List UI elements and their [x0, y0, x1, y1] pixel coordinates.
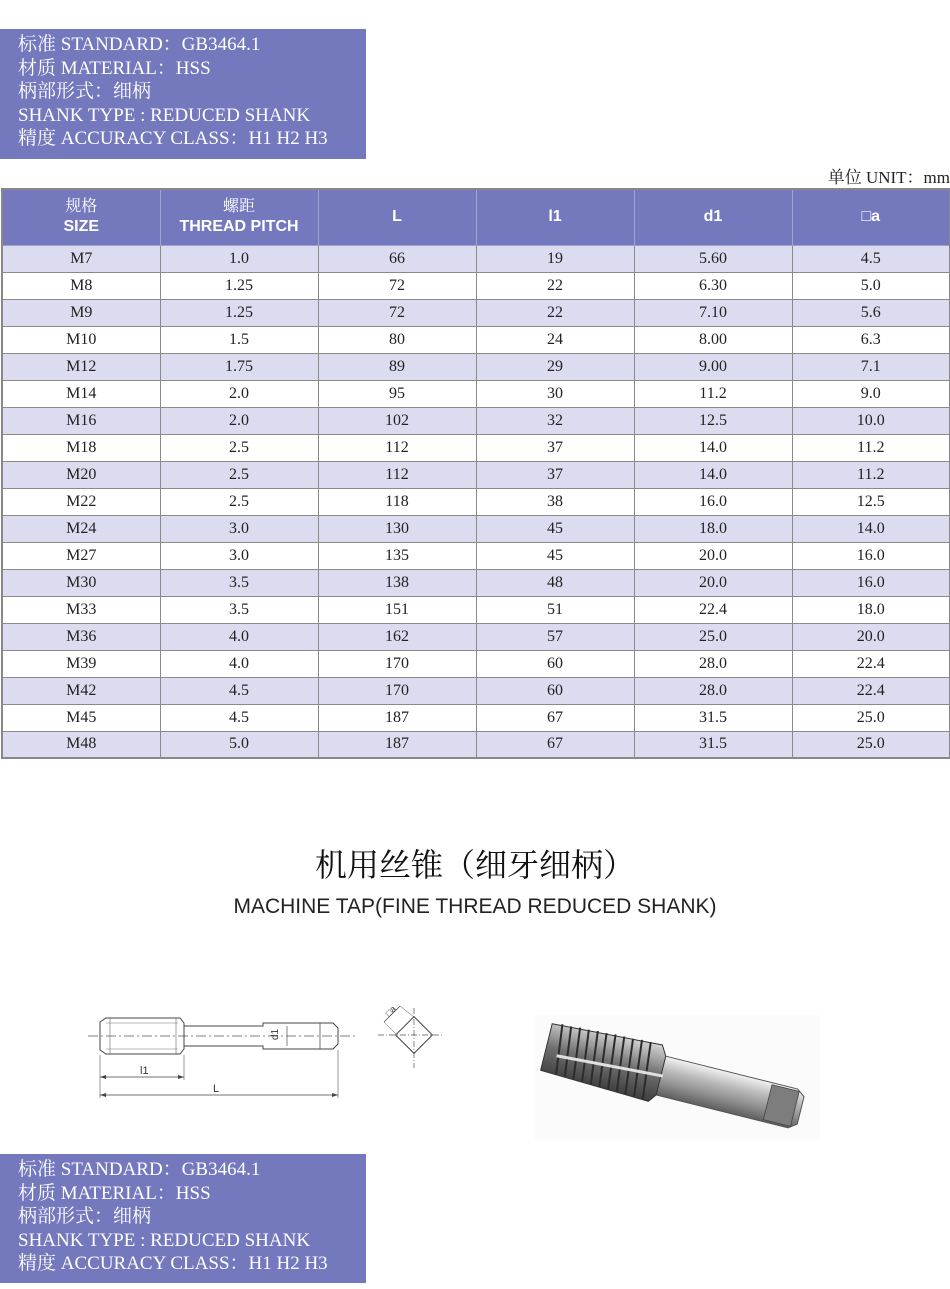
cell-size: M33 [2, 596, 160, 623]
cell-pitch: 1.25 [160, 272, 318, 299]
drawing-label-l1: l1 [140, 1065, 149, 1077]
table-row [2, 353, 950, 380]
cell-thread-length: 67 [476, 731, 634, 758]
spec-table [1, 188, 950, 759]
table-row [2, 380, 950, 407]
page-title-en: MACHINE TAP(FINE THREAD REDUCED SHANK) [233, 895, 717, 918]
spec-box-top [0, 29, 366, 159]
cell-pitch: 1.75 [160, 353, 318, 380]
header-pitch-cn: 螺距 [222, 198, 255, 216]
table-row [2, 731, 950, 758]
table-row [2, 407, 950, 434]
cell-length: 80 [318, 326, 476, 353]
cell-length: 95 [318, 380, 476, 407]
table-row [2, 434, 950, 461]
cell-shank-diameter: 14.0 [634, 461, 792, 488]
cell-square: 16.0 [792, 569, 950, 596]
cell-shank-diameter: 18.0 [634, 515, 792, 542]
cell-shank-diameter: 25.0 [634, 623, 792, 650]
table-row [2, 596, 950, 623]
cell-length: 162 [318, 623, 476, 650]
cell-thread-length: 22 [476, 299, 634, 326]
cell-pitch: 4.5 [160, 704, 318, 731]
cell-pitch: 1.5 [160, 326, 318, 353]
spec-shank-cn: 柄部形式：细柄 [18, 1206, 152, 1227]
cell-shank-diameter: 9.00 [634, 353, 792, 380]
cell-shank-diameter: 8.00 [634, 326, 792, 353]
cell-pitch: 5.0 [160, 731, 318, 758]
table-row [2, 299, 950, 326]
cell-thread-length: 29 [476, 353, 634, 380]
table-row [2, 326, 950, 353]
cell-thread-length: 38 [476, 488, 634, 515]
cell-shank-diameter: 31.5 [634, 731, 792, 758]
cell-square: 22.4 [792, 650, 950, 677]
header-length: L [318, 189, 476, 245]
cell-size: M45 [2, 704, 160, 731]
drawing-label-d1: d1 [270, 1028, 281, 1040]
cell-size: M42 [2, 677, 160, 704]
table-body [2, 245, 950, 758]
cell-thread-length: 60 [476, 677, 634, 704]
table-row [2, 650, 950, 677]
cell-size: M24 [2, 515, 160, 542]
cell-shank-diameter: 7.10 [634, 299, 792, 326]
cell-square: 20.0 [792, 623, 950, 650]
cell-shank-diameter: 31.5 [634, 704, 792, 731]
cell-size: M22 [2, 488, 160, 515]
cell-length: 170 [318, 650, 476, 677]
cell-square: 16.0 [792, 542, 950, 569]
table-header-row [2, 189, 950, 245]
cell-pitch: 1.25 [160, 299, 318, 326]
cell-square: 10.0 [792, 407, 950, 434]
cell-length: 112 [318, 461, 476, 488]
tap-product-photo [535, 1015, 820, 1140]
header-size-en: SIZE [63, 218, 100, 236]
cell-square: 5.0 [792, 272, 950, 299]
cell-shank-diameter: 28.0 [634, 650, 792, 677]
cell-thread-length: 37 [476, 461, 634, 488]
table-row [2, 677, 950, 704]
cell-pitch: 4.0 [160, 623, 318, 650]
cell-shank-diameter: 20.0 [634, 542, 792, 569]
drawing-label-square: □a [383, 1003, 398, 1019]
cell-thread-length: 45 [476, 515, 634, 542]
page-title-cn: 机用丝锥（细牙细柄） [314, 846, 635, 884]
spec-accuracy: 精度 ACCURACY CLASS：H1 H2 H3 [18, 1253, 328, 1274]
cell-square: 4.5 [792, 245, 950, 272]
cell-pitch: 4.5 [160, 677, 318, 704]
table-row [2, 488, 950, 515]
cell-length: 187 [318, 704, 476, 731]
table-row [2, 569, 950, 596]
cell-shank-diameter: 22.4 [634, 596, 792, 623]
spec-accuracy: 精度 ACCURACY CLASS：H1 H2 H3 [18, 128, 328, 149]
cell-thread-length: 60 [476, 650, 634, 677]
cell-pitch: 2.5 [160, 461, 318, 488]
spec-material: 材质 MATERIAL：HSS [18, 57, 211, 79]
cell-pitch: 1.0 [160, 245, 318, 272]
cell-size: M18 [2, 434, 160, 461]
header-shank-diameter: d1 [634, 189, 792, 245]
spec-shank-cn: 柄部形式：细柄 [18, 81, 152, 102]
table-row [2, 542, 950, 569]
cell-shank-diameter: 5.60 [634, 245, 792, 272]
cell-thread-length: 24 [476, 326, 634, 353]
cell-square: 11.2 [792, 461, 950, 488]
table-row [2, 245, 950, 272]
cell-pitch: 2.5 [160, 488, 318, 515]
cell-size: M14 [2, 380, 160, 407]
cell-square: 11.2 [792, 434, 950, 461]
cell-size: M39 [2, 650, 160, 677]
cell-length: 187 [318, 731, 476, 758]
cell-square: 18.0 [792, 596, 950, 623]
cell-size: M9 [2, 299, 160, 326]
cell-size: M48 [2, 731, 160, 758]
table-row [2, 704, 950, 731]
cell-length: 138 [318, 569, 476, 596]
table-row [2, 461, 950, 488]
header-size-cn: 规格 [65, 198, 98, 216]
cell-size: M10 [2, 326, 160, 353]
square-section-drawing [376, 1000, 446, 1070]
header-pitch-en: THREAD PITCH [179, 218, 299, 236]
header-size [2, 189, 160, 245]
cell-size: M36 [2, 623, 160, 650]
cell-size: M16 [2, 407, 160, 434]
cell-length: 170 [318, 677, 476, 704]
header-square: □a [792, 189, 950, 245]
unit-label: 单位 UNIT：mm [827, 168, 950, 187]
cell-square: 25.0 [792, 704, 950, 731]
cell-length: 72 [318, 299, 476, 326]
cell-size: M12 [2, 353, 160, 380]
drawing-label-L: L [213, 1083, 220, 1095]
cell-length: 151 [318, 596, 476, 623]
table-row [2, 515, 950, 542]
cell-square: 22.4 [792, 677, 950, 704]
header-pitch [160, 189, 318, 245]
spec-shank-type: SHANK TYPE : REDUCED SHANK [18, 1229, 311, 1251]
cell-pitch: 3.0 [160, 542, 318, 569]
cell-length: 102 [318, 407, 476, 434]
cell-size: M27 [2, 542, 160, 569]
cell-length: 72 [318, 272, 476, 299]
cell-pitch: 2.0 [160, 380, 318, 407]
cell-shank-diameter: 20.0 [634, 569, 792, 596]
cell-thread-length: 45 [476, 542, 634, 569]
cell-shank-diameter: 28.0 [634, 677, 792, 704]
cell-thread-length: 32 [476, 407, 634, 434]
cell-square: 9.0 [792, 380, 950, 407]
cell-thread-length: 30 [476, 380, 634, 407]
cell-thread-length: 37 [476, 434, 634, 461]
cell-pitch: 4.0 [160, 650, 318, 677]
cell-shank-diameter: 12.5 [634, 407, 792, 434]
spec-box-bottom [0, 1154, 366, 1283]
cell-length: 66 [318, 245, 476, 272]
cell-shank-diameter: 6.30 [634, 272, 792, 299]
header-thread-length: l1 [476, 189, 634, 245]
cell-pitch: 2.0 [160, 407, 318, 434]
spec-shank-type: SHANK TYPE : REDUCED SHANK [18, 104, 311, 126]
cell-length: 118 [318, 488, 476, 515]
cell-length: 112 [318, 434, 476, 461]
table-row [2, 272, 950, 299]
cell-pitch: 3.5 [160, 596, 318, 623]
cell-length: 135 [318, 542, 476, 569]
cell-thread-length: 22 [476, 272, 634, 299]
cell-shank-diameter: 16.0 [634, 488, 792, 515]
tap-technical-drawing [88, 995, 358, 1105]
cell-square: 14.0 [792, 515, 950, 542]
cell-square: 5.6 [792, 299, 950, 326]
cell-pitch: 3.0 [160, 515, 318, 542]
cell-size: M7 [2, 245, 160, 272]
spec-standard: 标准 STANDARD：GB3464.1 [18, 34, 261, 55]
cell-size: M8 [2, 272, 160, 299]
cell-pitch: 2.5 [160, 434, 318, 461]
cell-square: 12.5 [792, 488, 950, 515]
cell-shank-diameter: 14.0 [634, 434, 792, 461]
cell-thread-length: 51 [476, 596, 634, 623]
cell-square: 7.1 [792, 353, 950, 380]
cell-thread-length: 48 [476, 569, 634, 596]
cell-thread-length: 67 [476, 704, 634, 731]
cell-size: M30 [2, 569, 160, 596]
table-row [2, 623, 950, 650]
cell-square: 25.0 [792, 731, 950, 758]
cell-thread-length: 57 [476, 623, 634, 650]
cell-thread-length: 19 [476, 245, 634, 272]
spec-material: 材质 MATERIAL：HSS [18, 1182, 211, 1204]
cell-shank-diameter: 11.2 [634, 380, 792, 407]
spec-standard: 标准 STANDARD：GB3464.1 [18, 1159, 261, 1180]
cell-length: 89 [318, 353, 476, 380]
cell-pitch: 3.5 [160, 569, 318, 596]
cell-square: 6.3 [792, 326, 950, 353]
cell-size: M20 [2, 461, 160, 488]
cell-length: 130 [318, 515, 476, 542]
